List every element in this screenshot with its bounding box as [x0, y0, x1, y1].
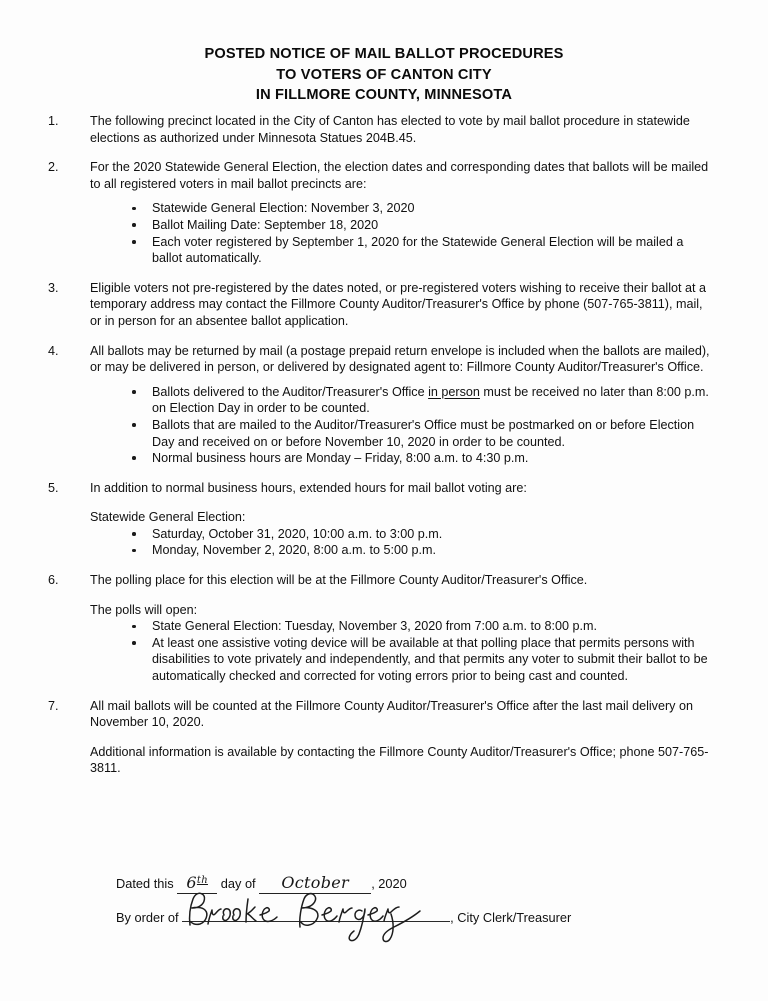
dated-line	[0, 872, 768, 898]
bullet-text-underlined: in person	[428, 384, 480, 399]
day-value: 6	[186, 873, 197, 892]
item-number: 2.	[48, 160, 59, 175]
item-number: 3.	[48, 280, 59, 295]
item-2-bullets-wrap	[0, 200, 768, 266]
list-item	[132, 542, 715, 559]
item-5-sub-heading: Statewide General Election:	[90, 510, 246, 525]
numbered-item-1	[0, 113, 768, 146]
item-text: All ballots may be returned by mail (a postage prepaid return envelope is included when the ballots are mailed), or may be delivered in person, or delivered by designated agent to: Fillmore County Auditor/Treasurer's Office.	[90, 343, 710, 375]
day-of-label: day of	[220, 876, 256, 891]
bullet-text: Ballot Mailing Date: September 18, 2020	[152, 217, 379, 232]
numbered-item-5	[0, 480, 768, 497]
item-text: Eligible voters not pre-registered by the dates noted, or pre-registered voters wishing to receive their ballot at a temporary address may contact the Fillmore County Auditor/Treasurer's Office by phone (507-765-3811), mail, or in person for an absentee ballot application.	[90, 280, 707, 328]
item-number: 1.	[48, 114, 59, 128]
item-6-bullets-wrap	[0, 618, 768, 684]
spacer	[0, 146, 768, 159]
signature-field[interactable]	[182, 903, 450, 922]
document-body	[0, 113, 768, 777]
numbered-item-2	[0, 159, 768, 192]
bullet-text-before: Ballots delivered to the Auditor/Treasurer's Office	[152, 384, 429, 399]
by-order-line	[0, 903, 768, 933]
item-text: For the 2020 Statewide General Election, the election dates and corresponding dates that ballots will be mailed to all registered voters in mail ballot precincts are:	[90, 160, 709, 191]
list-item	[132, 450, 715, 467]
title-line-2: TO VOTERS OF CANTON CITY	[276, 66, 492, 83]
bullet-icon	[132, 223, 136, 227]
bullet-text: Saturday, October 31, 2020, 10:00 a.m. to 3:00 p.m.	[152, 526, 443, 541]
numbered-item-6	[0, 572, 768, 589]
item-text: In addition to normal business hours, extended hours for mail ballot voting are:	[90, 480, 527, 495]
signature-block	[0, 872, 768, 933]
item-5-bullet-list	[90, 526, 715, 559]
spacer	[0, 589, 768, 602]
item-4-bullet-list	[90, 384, 715, 467]
spacer	[0, 330, 768, 343]
day-field[interactable]	[177, 872, 217, 894]
day-suffix: th	[196, 875, 208, 886]
bullet-icon	[132, 641, 136, 645]
numbered-item-4	[0, 343, 768, 376]
bullet-text: Normal business hours are Monday – Friday, 8:00 a.m. to 4:30 p.m.	[152, 451, 529, 466]
bullet-text: At least one assistive voting device will be available at that polling place that permits persons with disabilities to vote privately and independently, and that permits any voter to submit their ballot to be automatically checked and corrected for voting errors prior to being cast and counted.	[152, 635, 708, 684]
bullet-icon	[132, 456, 136, 460]
item-text: All mail ballots will be counted at the Fillmore County Auditor/Treasurer's Office after the last mail delivery on November 10, 2020.	[90, 698, 693, 730]
bullet-icon	[132, 549, 136, 553]
bullet-text: Ballots that are mailed to the Auditor/Treasurer's Office must be postmarked on or before Election Day and received on or before November 10, 2020 in order to be counted.	[152, 417, 695, 449]
bullet-icon	[132, 240, 136, 244]
bullet-text: State General Election: Tuesday, November 3, 2020 from 7:00 a.m. to 8:00 p.m.	[152, 619, 597, 634]
bullet-icon	[132, 423, 136, 427]
item-text: The polling place for this election will be at the Fillmore County Auditor/Treasurer's Office.	[90, 573, 588, 588]
year-label: , 2020	[371, 876, 407, 891]
bullet-icon	[132, 625, 136, 629]
list-item	[132, 217, 715, 234]
spacer	[0, 496, 768, 509]
spacer	[0, 731, 768, 744]
document-title	[0, 44, 768, 106]
title-line-1: POSTED NOTICE OF MAIL BALLOT PROCEDURES	[204, 46, 564, 62]
list-item	[132, 384, 715, 417]
list-item	[132, 234, 715, 267]
spacer	[0, 376, 768, 384]
item-number: 6.	[48, 573, 59, 588]
item-text: The following precinct located in the City of Canton has elected to vote by mail ballot procedure in statewide elections as authorized under Minnesota Statues 204B.45.	[90, 114, 690, 145]
item-6-bullet-list	[90, 618, 715, 684]
item-4-bullets-wrap	[0, 384, 768, 467]
list-item	[132, 618, 715, 635]
month-value: October	[281, 873, 349, 892]
spacer	[0, 467, 768, 480]
list-item	[132, 200, 715, 217]
numbered-item-3	[0, 280, 768, 330]
bullet-text: Statewide General Election: November 3, 2020	[152, 201, 415, 216]
bullet-icon	[132, 207, 136, 211]
bullet-icon	[132, 532, 136, 536]
item-number: 4.	[48, 343, 59, 358]
bullet-text: Each voter registered by September 1, 2020 for the Statewide General Election will be mailed a ballot automatically.	[152, 234, 684, 266]
title-line-3: IN FILLMORE COUNTY, MINNESOTA	[255, 87, 513, 103]
bullet-text-after: must be received no later than 8:00 p.m. on Election Day in order to be counted.	[152, 384, 709, 416]
list-item	[132, 417, 715, 450]
spacer	[0, 559, 768, 572]
spacer	[0, 192, 768, 200]
month-field[interactable]	[259, 874, 371, 894]
list-item	[132, 526, 715, 543]
spacer	[0, 267, 768, 280]
numbered-item-7	[0, 698, 768, 731]
clerk-title-label: , City Clerk/Treasurer	[450, 910, 572, 925]
by-order-label: By order of	[116, 910, 179, 925]
additional-information-paragraph: Additional information is available by contacting the Fillmore County Auditor/Treasurer's Office; phone 507-765-3811.	[90, 744, 709, 776]
bullet-icon	[132, 390, 136, 394]
dated-label: Dated this	[116, 876, 174, 891]
item-number: 5.	[48, 480, 59, 495]
spacer	[0, 685, 768, 698]
item-6-sub-heading: The polls will open:	[90, 602, 198, 617]
item-2-bullet-list	[90, 200, 715, 266]
list-item	[132, 635, 715, 685]
item-5-bullets-wrap	[0, 526, 768, 559]
item-number: 7.	[48, 698, 59, 713]
bullet-text: Monday, November 2, 2020, 8:00 a.m. to 5:00 p.m.	[152, 543, 436, 558]
